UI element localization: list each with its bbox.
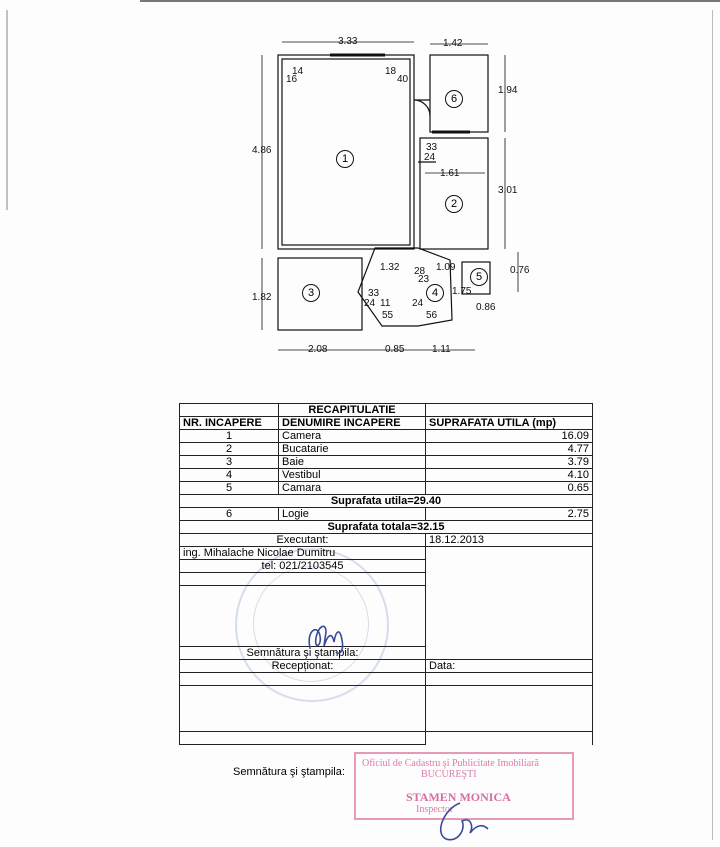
dim-bucatarie-width: 1.61 xyxy=(440,168,460,179)
stamp-name: STAMEN MONICA xyxy=(406,790,511,804)
receptionat-label: Recepționat: xyxy=(180,660,426,673)
dim-hall-w2: 1.09 xyxy=(436,262,456,273)
row-den: Vestibul xyxy=(279,469,426,482)
room-2-marker: 2 xyxy=(445,195,463,213)
table-row xyxy=(180,469,593,482)
row-den: Camara xyxy=(279,482,426,495)
row-nr: 3 xyxy=(180,456,279,469)
dim-camara-width: 0.86 xyxy=(476,302,496,313)
data-label: Data: xyxy=(426,660,593,673)
row-nr: 4 xyxy=(180,469,279,482)
room-5-marker: 5 xyxy=(470,268,488,286)
row-nr: 6 xyxy=(180,508,279,521)
row-nr: 1 xyxy=(180,430,279,443)
note-24c: 24 xyxy=(412,298,424,309)
room-1-marker: 1 xyxy=(336,150,354,168)
dim-right-top-height: 1.94 xyxy=(498,85,518,96)
engineer-tel: tel: 021/2103545 xyxy=(180,560,426,573)
signature-engineer xyxy=(300,610,360,660)
note-16: 16 xyxy=(286,74,298,85)
note-28: 28 xyxy=(414,266,426,277)
row-sup: 4.77 xyxy=(426,443,593,456)
dim-left-height: 4.86 xyxy=(252,145,272,156)
note-33a: 33 xyxy=(426,142,438,153)
row-sup: 3.79 xyxy=(426,456,593,469)
row-den: Bucatarie xyxy=(279,443,426,456)
dim-top-width: 3.33 xyxy=(338,36,358,47)
row-den: Baie xyxy=(279,456,426,469)
recapitulatie-table xyxy=(179,403,593,745)
suprafata-utila: Suprafata utila=29.40 xyxy=(180,495,593,508)
table-row xyxy=(180,443,593,456)
row-nr: 2 xyxy=(180,443,279,456)
table-row xyxy=(180,430,593,443)
room-6-marker: 6 xyxy=(445,90,463,108)
note-33b: 33 xyxy=(368,288,380,299)
dim-left-bottom-height: 1.82 xyxy=(252,292,272,303)
row-den: Camera xyxy=(279,430,426,443)
table-title: RECAPITULATIE xyxy=(279,404,426,417)
executant-date: 18.12.2013 xyxy=(426,534,593,547)
page-edge-left xyxy=(6,10,8,210)
floor-plan xyxy=(240,30,540,365)
note-24a: 24 xyxy=(424,152,436,163)
semnatura-label: Semnătura şi ştampila: xyxy=(180,647,426,660)
header-sup: SUPRAFATA UTILA (mp) xyxy=(426,417,593,430)
row-sup: 16.09 xyxy=(426,430,593,443)
dim-bottom-1: 2.08 xyxy=(308,344,328,355)
note-14: 14 xyxy=(292,66,304,77)
page-edge-right xyxy=(712,10,713,840)
semnatura-label-2: Semnătura şi ştampila: xyxy=(233,766,345,778)
row-sup: 0.65 xyxy=(426,482,593,495)
room-4-marker: 4 xyxy=(426,284,444,302)
dim-bottom-2: 0.85 xyxy=(385,344,405,355)
table-row xyxy=(180,456,593,469)
signature-inspector xyxy=(430,795,500,845)
note-55: 55 xyxy=(382,310,394,321)
row-nr: 5 xyxy=(180,482,279,495)
page-edge xyxy=(140,0,720,2)
dim-right-mid-height: 3.01 xyxy=(498,185,518,196)
note-23: 23 xyxy=(418,274,430,285)
dim-bottom-3: 1.11 xyxy=(432,344,451,355)
dim-hall-h: 1.75 xyxy=(452,286,472,297)
row-sup: 2.75 xyxy=(426,508,593,521)
row-sup: 4.10 xyxy=(426,469,593,482)
stamp-role: Inspector xyxy=(416,804,454,815)
note-11: 11 xyxy=(380,298,391,309)
header-nr: NR. INCAPERE xyxy=(180,417,279,430)
note-40: 40 xyxy=(397,74,409,85)
header-den: DENUMIRE INCAPERE xyxy=(279,417,426,430)
dim-top-right-width: 1.42 xyxy=(443,38,463,49)
executant-label: Executant: xyxy=(180,534,426,547)
note-24b: 24 xyxy=(364,298,376,309)
row-den: Logie xyxy=(279,508,426,521)
note-56: 56 xyxy=(426,310,438,321)
stamp-line1: Oficiul de Cadastru şi Publicitate Imobiliară xyxy=(362,758,539,769)
dim-hall-w1: 1.32 xyxy=(380,262,400,273)
dim-right-small-height: 0.76 xyxy=(510,265,530,276)
suprafata-totala: Suprafata totala=32.15 xyxy=(180,521,593,534)
engineer-name: ing. Mihalache Nicolae Dumitru xyxy=(180,547,426,560)
room-3-marker: 3 xyxy=(302,284,320,302)
table-row xyxy=(180,482,593,495)
note-18: 18 xyxy=(385,66,397,77)
stamp-line2: BUCUREŞTI xyxy=(421,769,477,780)
table-row xyxy=(180,508,593,521)
